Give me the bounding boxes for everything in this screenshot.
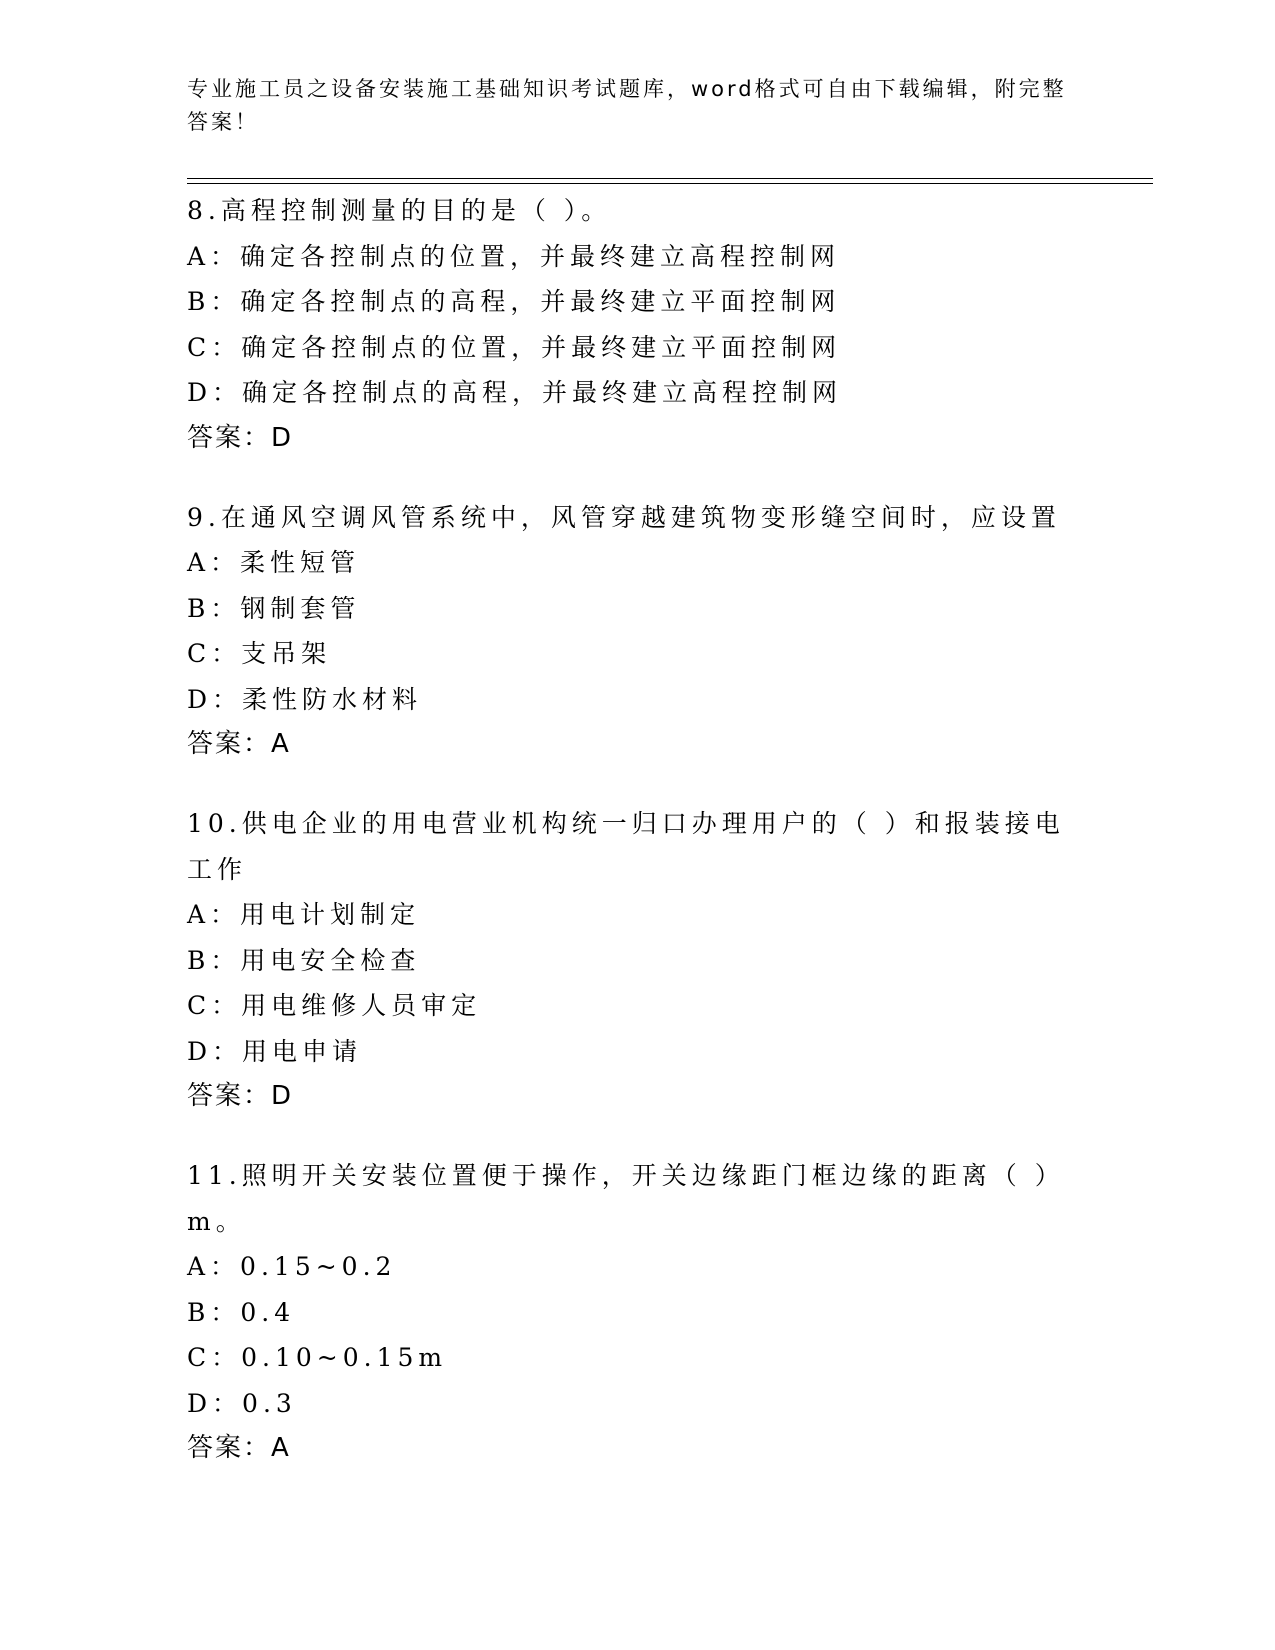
option-d: D：确定各控制点的高程，并最终建立高程控制网 [187,378,843,407]
option-c: C：确定各控制点的位置，并最终建立平面控制网 [187,332,842,362]
question-stem: 10.供电企业的用电营业机构统一归口办理用户的（ ）和报装接电工作 [187,809,1065,884]
header-rule-bottom [187,183,1153,184]
answer: 答案：A [187,1433,291,1463]
option-a: A：确定各控制点的位置，并最终建立高程控制网 [187,241,841,271]
question-stem: 11.照明开关安装位置便于操作，开关边缘距门框边缘的距离（ ）m。 [187,1161,1065,1236]
question-stem: 8.高程控制测量的目的是（ ）。 [187,196,612,225]
option-b: B：钢制套管 [187,593,361,623]
option-d: D：用电申请 [187,1036,363,1066]
question-10 [187,801,1087,1119]
option-c: C：用电维修人员审定 [187,991,482,1020]
document-header: 专业施工员之设备安装施工基础知识考试题库，word格式可自由下载编辑，附完整答案！ [187,77,1067,134]
option-c: C：0.10~0.15m [187,1343,448,1372]
answer: 答案：A [187,729,291,759]
question-list [187,188,1087,1505]
option-a: A：柔性短管 [187,548,361,577]
option-c: C：支吊架 [187,639,332,668]
question-8 [187,188,1087,461]
answer: 答案：D [187,1081,294,1111]
header-rule-top [187,178,1153,179]
answer: 答案：D [187,422,294,453]
question-11 [187,1153,1087,1471]
option-d: D：柔性防水材料 [187,684,423,714]
option-a: A：用电计划制定 [187,900,421,929]
option-b: B：0.4 [187,1297,296,1327]
option-b: B：确定各控制点的高程，并最终建立平面控制网 [187,287,841,316]
question-stem: 9.在通风空调风管系统中，风管穿越建筑物变形缝空间时，应设置 [187,502,1061,532]
option-d: D：0.3 [187,1388,297,1418]
question-9 [187,495,1087,768]
option-a: A：0.15~0.2 [187,1252,397,1281]
option-b: B：用电安全检查 [187,945,421,975]
